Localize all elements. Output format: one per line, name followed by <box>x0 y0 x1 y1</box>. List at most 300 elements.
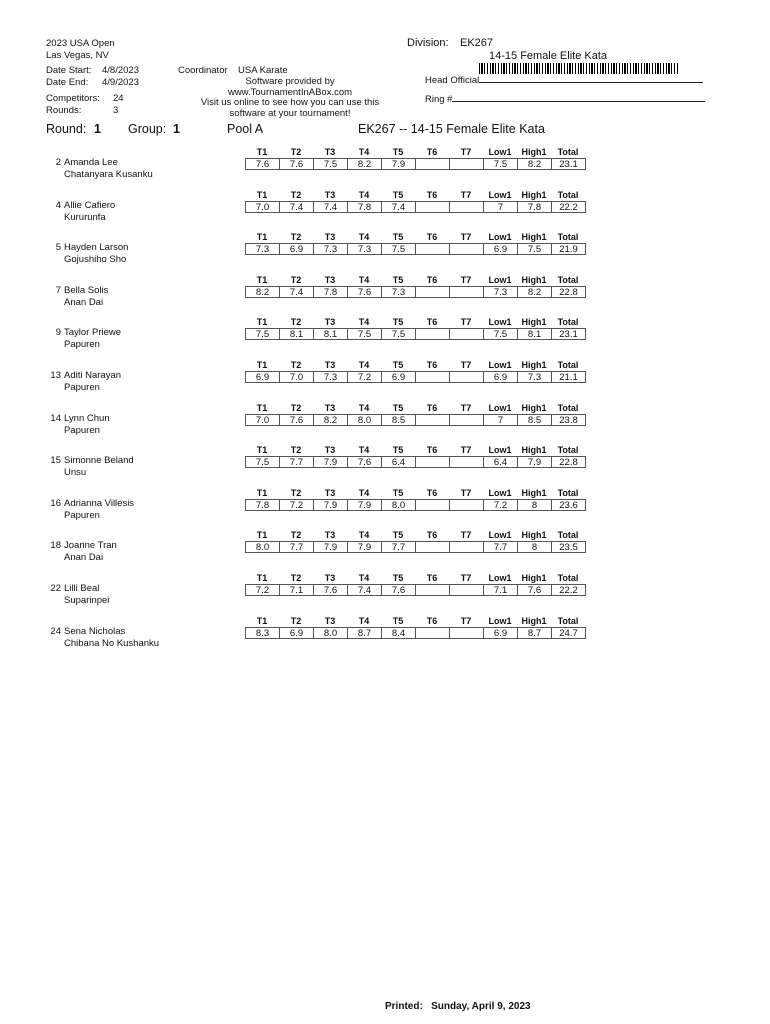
score-header: T1 <box>256 402 268 413</box>
score-cell: 7.5 <box>381 243 416 255</box>
competitor-row <box>0 403 770 445</box>
score-header: Total <box>557 189 579 200</box>
competitor-kata: Papuren <box>64 382 100 393</box>
score-cell: 21.1 <box>551 371 586 383</box>
score-cell <box>415 243 450 255</box>
competitor-name: Simonne Beland <box>64 455 134 467</box>
competitors-label: Competitors: <box>46 93 100 104</box>
score-header: T3 <box>324 530 336 541</box>
score-cell: 7.4 <box>347 584 382 596</box>
ring-field <box>425 92 705 105</box>
score-cell <box>415 201 450 213</box>
score-cell: 7.5 <box>347 328 382 340</box>
score-cell: 7.8 <box>347 201 382 213</box>
competitor-kata: Gojushiho Sho <box>64 254 127 266</box>
score-cell: 7.5 <box>483 328 518 340</box>
competitor-row <box>0 360 770 402</box>
score-cell: 8.2 <box>517 158 552 170</box>
score-cell: 7.6 <box>245 158 280 170</box>
ring-line <box>452 92 705 102</box>
score-header: T6 <box>426 232 438 243</box>
printed-footer <box>385 1001 531 1012</box>
coordinator-value: USA Karate <box>238 65 288 76</box>
score-cell <box>449 201 484 213</box>
score-header: T2 <box>290 615 302 626</box>
score-header: Low1 <box>488 189 512 200</box>
score-header: Total <box>557 274 579 285</box>
competitor-kata: Papuren <box>64 509 100 521</box>
score-cell: 7.9 <box>347 499 382 511</box>
score-header: T3 <box>324 445 336 456</box>
score-cell: 6.9 <box>381 371 416 383</box>
score-header: Low1 <box>488 147 512 157</box>
score-header: Total <box>557 573 579 583</box>
score-cell: 8.0 <box>381 499 416 511</box>
score-cell: 23.1 <box>551 328 586 340</box>
score-cell: 6.9 <box>245 371 280 383</box>
score-cell: 7.3 <box>381 286 416 298</box>
score-cell: 7.4 <box>279 201 314 213</box>
score-header: T2 <box>290 487 302 498</box>
score-cell: 7.5 <box>517 243 552 255</box>
printed-date: Sunday, April 9, 2023 <box>431 1001 531 1012</box>
competitor-name: Lynn Chun <box>64 412 110 424</box>
score-cell: 7.9 <box>517 456 552 468</box>
score-header: T3 <box>324 147 336 157</box>
score-cell: 7.1 <box>483 584 518 596</box>
score-header: T6 <box>426 445 438 456</box>
competitor-row <box>0 616 770 658</box>
rounds-count: 3 <box>113 105 119 116</box>
competitor-kata: Kururunfa <box>64 211 106 223</box>
competitor-kata: Suparinpei <box>64 595 110 606</box>
score-header: Low1 <box>488 360 512 370</box>
score-cell <box>449 456 484 468</box>
score-header: T3 <box>324 402 336 413</box>
score-cell: 21.9 <box>551 243 586 255</box>
score-header: T6 <box>426 189 438 200</box>
score-header: T5 <box>392 615 404 626</box>
score-cell: 6.9 <box>279 243 314 255</box>
score-header: T5 <box>392 274 404 285</box>
score-cell: 7.9 <box>313 541 348 553</box>
score-cell <box>449 286 484 298</box>
software-note-line: Software provided by <box>245 76 335 87</box>
score-header: T7 <box>460 530 472 541</box>
competitor-row <box>0 317 770 359</box>
score-header: T3 <box>324 317 336 328</box>
score-header: Total <box>557 402 579 413</box>
competitor-number: 18 <box>50 540 61 552</box>
score-cell: 7.6 <box>279 158 314 170</box>
score-header: T2 <box>290 147 302 157</box>
score-cell: 8.2 <box>347 158 382 170</box>
score-cell: 7.6 <box>517 584 552 596</box>
competitor-number: 16 <box>50 497 61 509</box>
score-cell: 8.0 <box>347 414 382 426</box>
score-header: T2 <box>290 573 302 583</box>
score-header: T1 <box>256 530 268 541</box>
score-header: T1 <box>256 573 268 583</box>
score-cell <box>449 627 484 639</box>
score-header: Low1 <box>488 487 512 498</box>
competitor-name: Aditi Narayan <box>64 370 122 381</box>
score-cell <box>415 627 450 639</box>
score-cell: 7.5 <box>483 158 518 170</box>
score-header: T7 <box>460 189 472 200</box>
event-name: 2023 USA Open <box>46 38 115 49</box>
score-cell: 7.0 <box>279 371 314 383</box>
software-note-line: software at your tournament! <box>229 107 351 119</box>
score-cell <box>415 499 450 511</box>
competitors-count: 24 <box>113 93 124 104</box>
score-cell <box>415 456 450 468</box>
score-cell: 6.9 <box>483 627 518 639</box>
score-header: T2 <box>290 317 302 328</box>
score-cell: 8.1 <box>313 328 348 340</box>
score-cell <box>449 158 484 170</box>
coordinator-label: Coordinator <box>178 65 228 76</box>
score-cell: 8 <box>517 541 552 553</box>
score-header: Total <box>557 147 579 157</box>
score-header: T6 <box>426 360 438 370</box>
score-cell: 6.4 <box>483 456 518 468</box>
competitor-row <box>0 445 770 487</box>
score-header: T7 <box>460 317 472 328</box>
score-header: T2 <box>290 189 302 200</box>
score-header: T4 <box>358 615 370 626</box>
score-cell: 7.3 <box>313 371 348 383</box>
software-note <box>180 77 400 119</box>
score-header: T6 <box>426 402 438 413</box>
score-cell: 7.7 <box>279 456 314 468</box>
round-title: EK267 -- 14-15 Female Elite Kata <box>358 122 545 136</box>
score-header: T1 <box>256 445 268 456</box>
score-header: Low1 <box>488 615 512 626</box>
score-header: T4 <box>358 402 370 413</box>
score-header: T5 <box>392 232 404 243</box>
score-header: T4 <box>358 274 370 285</box>
score-header: T7 <box>460 615 472 626</box>
event-location: Las Vegas, NV <box>46 50 109 61</box>
score-cell: 8.1 <box>279 328 314 340</box>
score-cell: 7 <box>483 201 518 213</box>
score-cell: 7.8 <box>245 499 280 511</box>
score-cell: 7.4 <box>381 201 416 213</box>
score-cell: 24.7 <box>551 627 586 639</box>
score-header: Total <box>557 445 579 456</box>
head-official-line <box>479 73 703 83</box>
score-header: T7 <box>460 487 472 498</box>
score-header: T5 <box>392 147 404 157</box>
score-cell: 7.5 <box>245 328 280 340</box>
score-header: T2 <box>290 402 302 413</box>
score-cell: 8.7 <box>347 627 382 639</box>
score-header: T4 <box>358 487 370 498</box>
score-header: T6 <box>426 274 438 285</box>
score-cell: 7.3 <box>313 243 348 255</box>
score-cell: 7.2 <box>483 499 518 511</box>
score-header: T1 <box>256 274 268 285</box>
score-cell: 7.6 <box>347 286 382 298</box>
score-header: T3 <box>324 615 336 626</box>
score-header: T1 <box>256 147 268 157</box>
score-header: T4 <box>358 147 370 157</box>
score-cell <box>449 541 484 553</box>
competitor-number: 9 <box>55 327 61 339</box>
competitor-name: Joanne Tran <box>64 540 117 552</box>
competitor-name: Bella Solis <box>64 284 109 296</box>
score-header: T1 <box>256 360 268 370</box>
competitor-row <box>0 190 770 232</box>
score-header: T5 <box>392 402 404 413</box>
score-cell: 7.0 <box>245 201 280 213</box>
score-cell <box>415 541 450 553</box>
competitor-number: 7 <box>55 284 61 296</box>
score-header: T1 <box>256 615 268 626</box>
competitor-name: Sena Nicholas <box>64 625 126 637</box>
score-header: T2 <box>290 445 302 456</box>
score-header: Total <box>557 530 579 541</box>
score-header: T7 <box>460 445 472 456</box>
competitor-number: 24 <box>50 625 61 637</box>
competitor-number: 4 <box>55 199 61 211</box>
score-header: Low1 <box>488 402 512 413</box>
score-header: T3 <box>324 232 336 243</box>
score-header: T5 <box>392 487 404 498</box>
score-header: High1 <box>521 445 547 456</box>
score-header: High1 <box>521 317 547 328</box>
score-header: T7 <box>460 147 472 157</box>
score-cell: 7.2 <box>279 499 314 511</box>
score-cell: 7.0 <box>245 414 280 426</box>
competitor-number: 15 <box>50 455 61 467</box>
score-cell: 7.9 <box>381 158 416 170</box>
printed-label: Printed: <box>385 1001 423 1012</box>
competitor-kata: Papuren <box>64 339 100 351</box>
competitor-number: 2 <box>55 157 61 168</box>
score-cell: 22.2 <box>551 201 586 213</box>
score-header: Low1 <box>488 445 512 456</box>
round-label: Round: <box>46 122 87 136</box>
score-header: Total <box>557 615 579 626</box>
score-cell: 8.5 <box>381 414 416 426</box>
score-cell: 22.2 <box>551 584 586 596</box>
score-cell: 7.6 <box>279 414 314 426</box>
score-header: T3 <box>324 189 336 200</box>
score-header: T7 <box>460 232 472 243</box>
competitor-name: Taylor Priewe <box>64 327 122 339</box>
score-cell: 8.5 <box>517 414 552 426</box>
score-header: T1 <box>256 487 268 498</box>
score-header: T4 <box>358 189 370 200</box>
competitor-row <box>0 530 770 572</box>
competitor-kata: Unsu <box>64 467 87 479</box>
competitor-name: Amanda Lee <box>64 157 118 168</box>
competitor-number: 14 <box>50 412 61 424</box>
date-start-label: Date Start: <box>46 65 92 76</box>
score-cell <box>449 414 484 426</box>
score-cell <box>449 243 484 255</box>
score-cell: 7.3 <box>347 243 382 255</box>
score-cell: 23.1 <box>551 158 586 170</box>
score-cell: 7.8 <box>517 201 552 213</box>
score-header: T2 <box>290 232 302 243</box>
score-header: T7 <box>460 402 472 413</box>
score-cell <box>415 286 450 298</box>
score-cell: 7.5 <box>245 456 280 468</box>
score-cell: 6.9 <box>483 243 518 255</box>
score-cell: 7 <box>483 414 518 426</box>
score-header: T5 <box>392 189 404 200</box>
ring-label: Ring # <box>425 94 453 105</box>
score-cell: 8.2 <box>245 286 280 298</box>
competitor-name: Allie Cafiero <box>64 199 116 211</box>
competitor-row <box>0 488 770 530</box>
score-cell: 8.2 <box>313 414 348 426</box>
score-cell: 7.3 <box>517 371 552 383</box>
competitor-kata: Papuren <box>64 424 100 436</box>
score-header: T4 <box>358 530 370 541</box>
score-cell: 7.8 <box>313 286 348 298</box>
score-cell: 8.0 <box>245 541 280 553</box>
rounds-label: Rounds: <box>46 105 82 116</box>
score-cell <box>449 328 484 340</box>
score-cell: 8.1 <box>517 328 552 340</box>
score-header: T5 <box>392 445 404 456</box>
score-header: T3 <box>324 274 336 285</box>
score-cell <box>415 158 450 170</box>
score-header: T6 <box>426 573 438 583</box>
score-cell <box>449 499 484 511</box>
competitor-number: 22 <box>50 583 61 594</box>
date-end: 4/9/2023 <box>102 77 139 88</box>
score-header: Total <box>557 317 579 328</box>
score-header: Total <box>557 360 579 370</box>
competitor-row <box>0 147 770 189</box>
competitor-kata: Anan Dai <box>64 296 104 308</box>
score-cell: 8.3 <box>245 627 280 639</box>
round-value: 1 <box>94 122 101 136</box>
score-cell: 7.9 <box>313 456 348 468</box>
score-header: T7 <box>460 573 472 583</box>
score-cell: 8.7 <box>517 627 552 639</box>
score-cell: 7.7 <box>279 541 314 553</box>
score-header: High1 <box>521 232 547 243</box>
competitor-name: Hayden Larson <box>64 242 129 254</box>
score-cell: 6.9 <box>483 371 518 383</box>
software-note-line: www.TournamentInABox.com <box>227 86 353 98</box>
score-cell <box>415 584 450 596</box>
competitor-kata: Anan Dai <box>64 552 104 564</box>
score-cell: 8 <box>517 499 552 511</box>
date-start: 4/8/2023 <box>102 65 139 76</box>
score-cell: 23.6 <box>551 499 586 511</box>
score-header: T4 <box>358 232 370 243</box>
score-cell <box>449 584 484 596</box>
score-cell: 7.3 <box>483 286 518 298</box>
head-official-field <box>425 73 703 86</box>
score-cell: 8.0 <box>313 627 348 639</box>
score-header: T3 <box>324 573 336 583</box>
division-code: EK267 <box>460 37 494 49</box>
score-cell: 7.3 <box>245 243 280 255</box>
score-header: High1 <box>521 530 547 541</box>
score-header: T2 <box>290 360 302 370</box>
score-header: T2 <box>290 274 302 285</box>
score-cell: 23.8 <box>551 414 586 426</box>
date-end-label: Date End: <box>46 77 89 88</box>
score-cell: 7.4 <box>279 286 314 298</box>
score-header: T6 <box>426 317 438 328</box>
score-header: High1 <box>521 274 547 285</box>
score-header: T2 <box>290 530 302 541</box>
score-header: Low1 <box>488 530 512 541</box>
score-header: T4 <box>358 445 370 456</box>
score-header: T3 <box>324 360 336 370</box>
score-header: Low1 <box>488 317 512 328</box>
competitor-number: 13 <box>50 370 61 381</box>
score-cell: 7.1 <box>279 584 314 596</box>
score-cell: 7.7 <box>483 541 518 553</box>
division-label: Division: <box>407 37 449 49</box>
score-header: T4 <box>358 317 370 328</box>
score-cell: 6.9 <box>279 627 314 639</box>
score-header: T6 <box>426 530 438 541</box>
score-header: T6 <box>426 615 438 626</box>
score-header: High1 <box>521 615 547 626</box>
score-cell: 8.2 <box>517 286 552 298</box>
score-cell <box>415 328 450 340</box>
score-header: T5 <box>392 317 404 328</box>
score-cell <box>415 371 450 383</box>
score-header: High1 <box>521 573 547 583</box>
competitor-name: Lilli Beal <box>64 583 100 594</box>
competitor-kata: Chatanyara Kusanku <box>64 169 153 180</box>
score-cell <box>449 371 484 383</box>
software-note-line: Visit us online to see how you can use this <box>200 97 380 108</box>
score-cell: 7.9 <box>313 499 348 511</box>
score-cell: 7.7 <box>381 541 416 553</box>
score-header: Low1 <box>488 573 512 583</box>
score-cell: 22.8 <box>551 456 586 468</box>
score-header: T4 <box>358 360 370 370</box>
score-header: Total <box>557 232 579 243</box>
score-header: T7 <box>460 274 472 285</box>
score-cell: 7.5 <box>313 158 348 170</box>
score-cell: 23.5 <box>551 541 586 553</box>
score-cell: 7.6 <box>313 584 348 596</box>
score-header: T1 <box>256 317 268 328</box>
score-cell: 7.6 <box>347 456 382 468</box>
score-cell: 8.4 <box>381 627 416 639</box>
score-header: High1 <box>521 360 547 370</box>
group-label: Group: <box>128 122 167 136</box>
score-header: High1 <box>521 147 547 157</box>
score-header: High1 <box>521 402 547 413</box>
score-header: T4 <box>358 573 370 583</box>
score-header: Low1 <box>488 274 512 285</box>
score-header: T6 <box>426 487 438 498</box>
head-official-label: Head Official <box>425 75 480 86</box>
score-header: High1 <box>521 487 547 498</box>
score-header: T6 <box>426 147 438 157</box>
competitor-kata: Chibana No Kushanku <box>64 637 160 649</box>
score-header: T5 <box>392 360 404 370</box>
score-cell: 7.4 <box>313 201 348 213</box>
score-header: T3 <box>324 487 336 498</box>
score-cell: 7.2 <box>245 584 280 596</box>
